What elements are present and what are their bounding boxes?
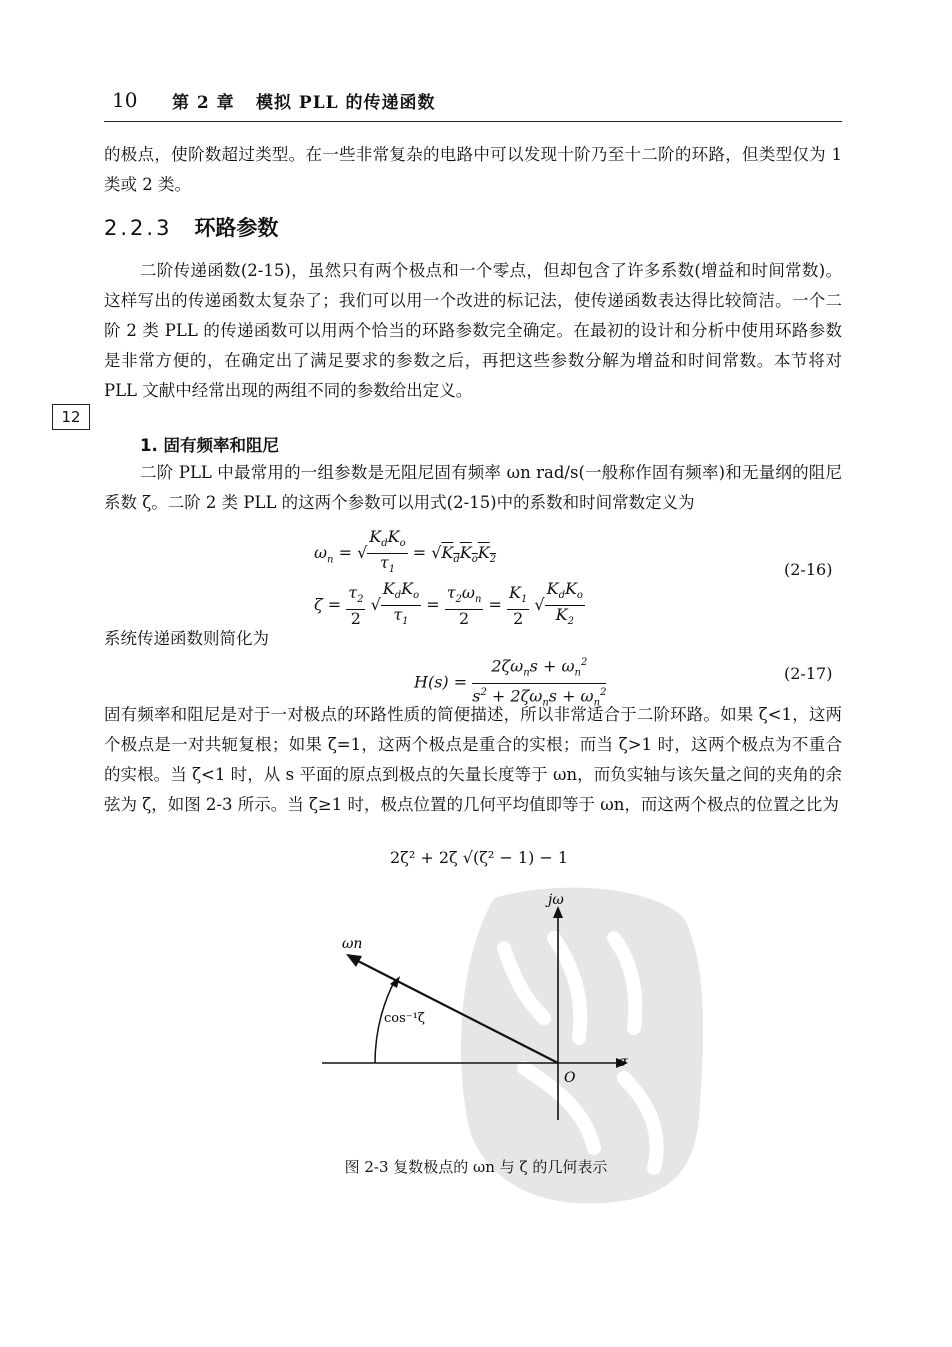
- margin-page-marker: 12: [52, 404, 90, 430]
- chapter-label: 第 2 章: [172, 93, 235, 113]
- wn-label: ωn: [342, 936, 363, 952]
- pole-geometry-figure: [300, 890, 660, 1130]
- paragraph-pole-description-text: 固有频率和阻尼是对于一对极点的环路性质的简便描述，所以非常适合于二阶环路。如果 ζ<1，这两个极点是一对共轭复根；如果 ζ=1，这两个极点是重合的实根；而当 ζ>1 时，这两个极点为不重合的实根。当 ζ<1 时，从 s 平面的原点到极点的矢量长度等于 ωn，而负实轴与该矢量之间的夹角的余弦为 ζ，如图 2-3 所示。当 ζ≥1 时，极点位置的几何平均值即等于 ωn，而这两个极点的位置之比为: [104, 705, 842, 814]
- paragraph-system-tf-text: 系统传递函数则简化为: [104, 629, 269, 648]
- paragraph-natural-frequency: [104, 458, 842, 518]
- paragraph-system-tf: [104, 624, 842, 654]
- equation-wn: $\omega_n$ = √ $\frac{K_dK_o}{\tau_1}$ = $√K_dK_oK_2$: [314, 527, 497, 576]
- angle-label: cos⁻¹ζ: [384, 1011, 425, 1026]
- origin-label: O: [564, 1070, 576, 1086]
- intro-paragraph-text: 的极点，使阶数超过类型。在一些非常复杂的电路中可以发现十阶乃至十二阶的环路，但类型仅为 1 类或 2 类。: [104, 145, 842, 194]
- ratio-expression: 2ζ² + 2ζ √(ζ² − 1) − 1: [390, 848, 569, 867]
- section-title: 环路参数: [194, 216, 279, 240]
- chapter-title: 模拟 PLL 的传递函数: [256, 93, 436, 113]
- jw-label: jω: [548, 892, 564, 908]
- section-paragraph: [104, 256, 842, 406]
- equation-2-16-label: (2-16): [784, 560, 833, 579]
- section-heading: [104, 212, 278, 242]
- sigma-label: σ: [618, 1054, 628, 1070]
- page-number: 10: [112, 88, 138, 112]
- paragraph-pole-description: [104, 700, 842, 820]
- paragraph-natural-frequency-text: 二阶 PLL 中最常用的一组参数是无阻尼固有频率 ωn rad/s(一般称作固有频率)和无量纲的阻尼系数 ζ。二阶 2 类 PLL 的这两个参数可以用式(2-15)中的系数和时间常数定义为: [104, 463, 842, 512]
- intro-paragraph: [104, 140, 842, 200]
- wn-vector-arrow-icon: [346, 954, 362, 967]
- equation-hs: H(s) = $\frac{2\zeta\omega_ns + \omega_n^2}{s^2 + 2\zeta\omega_ns + \omega_n^2}$: [414, 654, 606, 712]
- section-paragraph-text: 二阶传递函数(2-15)，虽然只有两个极点和一个零点，但却包含了许多系数(增益和时间常数)。这样写出的传递函数太复杂了；我们可以用一个改进的标记法，使传递函数表达得比较简洁。一个二阶 2 类 PLL 的传递函数可以用两个恰当的环路参数完全确定。在最初的设计和分析中使用环路参数是非常方便的，在确定出了满足要求的参数之后，再把这些参数分解为增益和时间常数。本节将对 PLL 文献中经常出现的两组不同的参数给出定义。: [104, 261, 842, 400]
- figure-caption: 图 2-3 复数极点的 ωn 与 ζ 的几何表示: [344, 1158, 608, 1176]
- header-rule: [104, 121, 842, 122]
- equation-2-17-label: (2-17): [784, 664, 833, 683]
- subsection-title: 1. 固有频率和阻尼: [140, 436, 279, 455]
- equation-zeta: ζ = $\frac{\tau_2}{2}$ √ $\frac{K_dK_o}{\tau_1}$ = $\frac{\tau_2\omega_n}{2}$ = $\frac{K_1}{2}$ √ $\frac{K_dK_o}{K_2}$: [314, 579, 583, 628]
- section-number: 2.2.3: [104, 216, 173, 240]
